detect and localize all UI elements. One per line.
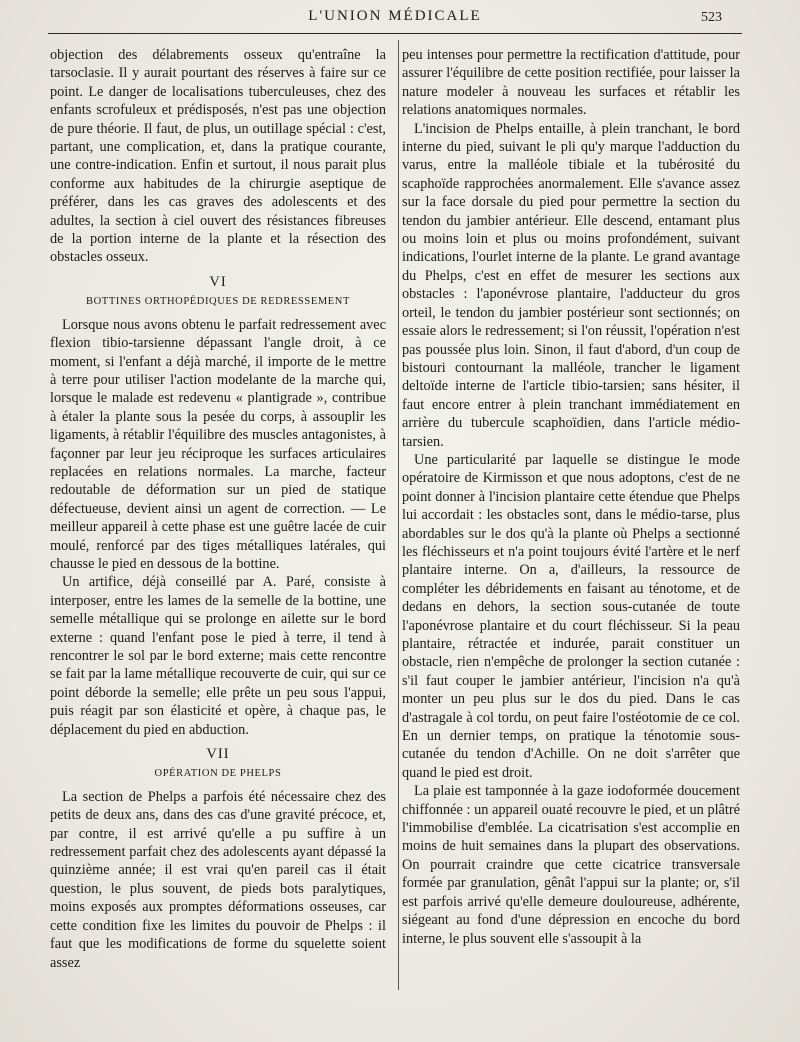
paragraph: Lorsque nous avons obtenu le parfait redressement avec flexion tibio-tarsienne dépassant l'angle droit, à ce moment, si l'enfant a déjà marché, il importe de le mettre à terre pour utiliser l'action modelante de la marche qui, lorsque le malade est redevenu « plantigrade », contribue à étaler la plante sous la pesée du corps, à assouplir les ligaments, à rétablir l'équilibre des muscles antagonistes, à façonner par leur jeu réciproque les surfaces articulaires replacées en relations normales. La marche, facteur redoutable de déformation sur un pied de statique défectueuse, devient ainsi un agent de correction. — Le meilleur appareil à cette phase est une guêtre lacée de cuir moulé, renforcé par des tiges métalliques latérales, qui chausse le pied en dessous de la bottine. — [50, 316, 386, 572]
paragraph: peu intenses pour permettre la rectification d'attitude, pour assurer l'équilibre de cette position rectifiée, pour laisser la nature modeler à nouveau les surfaces et rétablir les relations anatomiques normales. — [402, 47, 740, 119]
section-title: BOTTINES ORTHOPÉDIQUES DE REDRESSEMENT — [86, 296, 350, 308]
paragraph: L'incision de Phelps entaille, à plein tranchant, le bord interne du pied, suivant le pli qu'y marque l'adduction du varus, entre la malléole tibiale et la tubérosité du scaphoïde rapprochées anormalement. Elle s'avance assez sur la face dorsale du pied pour permettre la section du tendon du jambier antérieur. Elle descend, entamant plus ou moins loin et plus ou moins profondément, suivant indications, l'ourlet interne de la plante. Le grand avantage du Phelps, c'est en effet de mesurer les sections aux obstacles : l'aponévrose plantaire, l'adducteur du gros orteil, le tendon du jambier postérieur sont sectionnés; on essaie alors le redressement; si l'on réussit, l'opération n'est pas poussée plus loin. Sinon, il faut d'abord, d'un coup de bistouri contournant la malléole, trancher le ligament deltoïde interne de l'article tibio-tarsien; sans hésiter, il faut encore entrer à plein tranchant immédiatement en arrière du tubercule scaphoïdien, dans l'article médio-tarsien. — [402, 120, 740, 450]
paragraph: Une particularité par laquelle se distingue le mode opératoire de Kirmisson et que nous adoptons, c'est de ne point donner à l'incision plantaire cette étendue que Phelps lui accordait : les obstacles sont, dans le médio-tarse, plus abordables sur le dos qu'à la plante où Phelps a sectionné les fléchisseurs et n'a point toujours évité l'artère et le nerf plantaire interne. On a, d'ailleurs, la ressource de compléter les débridements en faisant au ténotome, et de dedans en dehors, la section sous-cutanée de toute l'aponévrose plantaire et du court fléchisseur. Si la peau plantaire, rétractée et indurée, parait constituer un obstacle, rien n'empêche de prolonger la section cutanée : s'il faut couper le jambier antérieur, l'incision n'a qu'à monter un peu plus sur le dos du pied. Dans le cas d'astragale à col tordu, on peut faire l'ostéotomie de ce col. En un dernier temps, on pratique la ténotomie sous-cutanée du tendon d'Achille. On ne doit s'arrêter que quand le pied est droit. — [402, 451, 740, 781]
column-divider — [398, 40, 399, 990]
section-title: OPÉRATION DE PHELPS — [154, 768, 282, 780]
section-number: VII — [206, 746, 230, 763]
running-title: L'UNION MÉDICALE — [308, 8, 482, 24]
page-header — [48, 8, 742, 30]
header-rule — [48, 33, 742, 34]
page-number: 523 — [701, 10, 722, 25]
section-number: VI — [209, 273, 227, 290]
right-column — [402, 46, 740, 1006]
paragraph: Un artifice, déjà conseillé par A. Paré, consiste à interposer, entre les lames de la semelle de la bottine, une semelle métallique qui se prolonge en ailette sur le bord externe : quand l'enfant pose le pied à terre, il tend à rencontrer le sol par le bord externe; mais cette rencontre se fait par la lame métallique recouverte de cuir, qui sur ce point déborde la semelle; elle prête un peu sous l'appui, puis réagit par son élasticité et opère, à chaque pas, le déplacement du pied en abduction. — [50, 574, 386, 738]
paragraph: La plaie est tamponnée à la gaze iodoformée doucement chiffonnée : un appareil ouaté recouvre le pied, et un plâtré l'immobilise d'emblée. La cicatrisation s'est accomplie en moins de huit semaines dans la plupart des observations. On pourrait craindre que cette cicatrice transversale formée par granulation, gênât l'appui sur la plante; or, s'il est parfois arrivé qu'elle demeure douloureuse, adhérente, siégeant au fond d'une dépression en encoche du bord interne, le plus souvent elle s'assoupit à la — [402, 783, 740, 947]
paragraph: La section de Phelps a parfois été nécessaire chez des petits de deux ans, dans des cas d'une gravité précoce, et, par contre, il est arrivé qu'elle a pu suffire à un redressement parfait chez des adolescents ayant dépassé la quinzième année; il est vrai qu'en pareil cas il était question, le plus souvent, de pieds bots paralytiques, moins exposés aux promptes déformations osseuses, car cette condition fixe les limites du pouvoir de Phelps : il faut que les modifications de forme du squelette soient assez — [50, 788, 386, 971]
paragraph: objection des délabrements osseux qu'entraîne la tarsoclasie. Il y aurait pourtant des réserves à faire sur ce point. Le danger de localisations tuberculeuses, chez des enfants scrofuleux et prédisposés, n'est pas une objection de pure théorie. Il faut, de plus, un outillage spécial : c'est, partant, une complication, et, dans la pratique courante, une contre-indication. Enfin et surtout, il nous parait plus conforme aux habitudes de la chirurgie aseptique de préférer, dans les cas graves des adolescents et des adultes, la section à ciel ouvert des résistances fibreuses de la portion interne de la plante et la résection des obstacles osseux. — [50, 47, 386, 266]
left-column — [50, 46, 386, 1006]
